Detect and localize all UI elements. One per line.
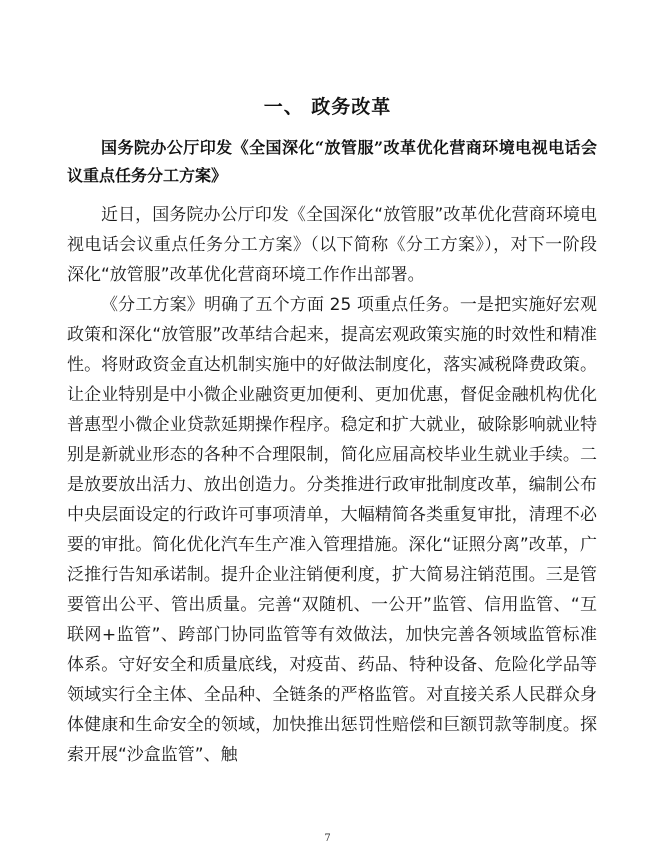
paragraph: 《分工方案》明确了五个方面 25 项重点任务。一是把实施好宏观政策和深化“放管服”改革结合起来，提高宏观政策实施的时效性和精准性。将财政资金直达机制实施中的好做法制度化，落实减税降费政策。让企业特别是中小微企业融资更加便利、更加优惠，督促金融机构优化普惠型小微企业贷款延期操作程序。稳定和扩大就业，破除影响就业特别是新就业形态的各种不合理限制，简化应届高校毕业生就业手续。二是放要放出活力、放出创造力。分类推进行政审批制度改革，编制公布中央层面设定的行政许可事项清单，大幅精简各类重复审批，清理不必要的审批。简化优化汽车生产准入管理措施。深化“证照分离”改革，广泛推行告知承诺制。提升企业注销便利度，扩大简易注销范围。三是管要管出公平、管出质量。完善“双随机、一公开”监管、信用监管、“互联网+监管”、跨部门协同监管等有效做法，加快完善各领域监管标准体系。守好安全和质量底线，对疫苗、药品、特种设备、危险化学品等领域实行全主体、全品种、全链条的严格监管。对直接关系人民群众身体健康和生命安全的领域，加快推出惩罚性赔偿和巨额罚款等制度。探索开展“沙盒监管”、触: [67, 295, 597, 765]
paragraph: 近日，国务院办公厅印发《全国深化“放管服”改革优化营商环境电视电话会议重点任务分工方案》（以下简称《分工方案》），对下一阶段深化“放管服”改革优化营商环境工作作出部署。: [67, 205, 597, 285]
article-title: 国务院办公厅印发《全国深化“放管服”改革优化营商环境电视电话会议重点任务分工方案》: [67, 138, 597, 185]
article-body: [67, 200, 597, 770]
section-heading: 一、 政务改革: [263, 96, 392, 118]
page-number: 7: [324, 833, 331, 844]
